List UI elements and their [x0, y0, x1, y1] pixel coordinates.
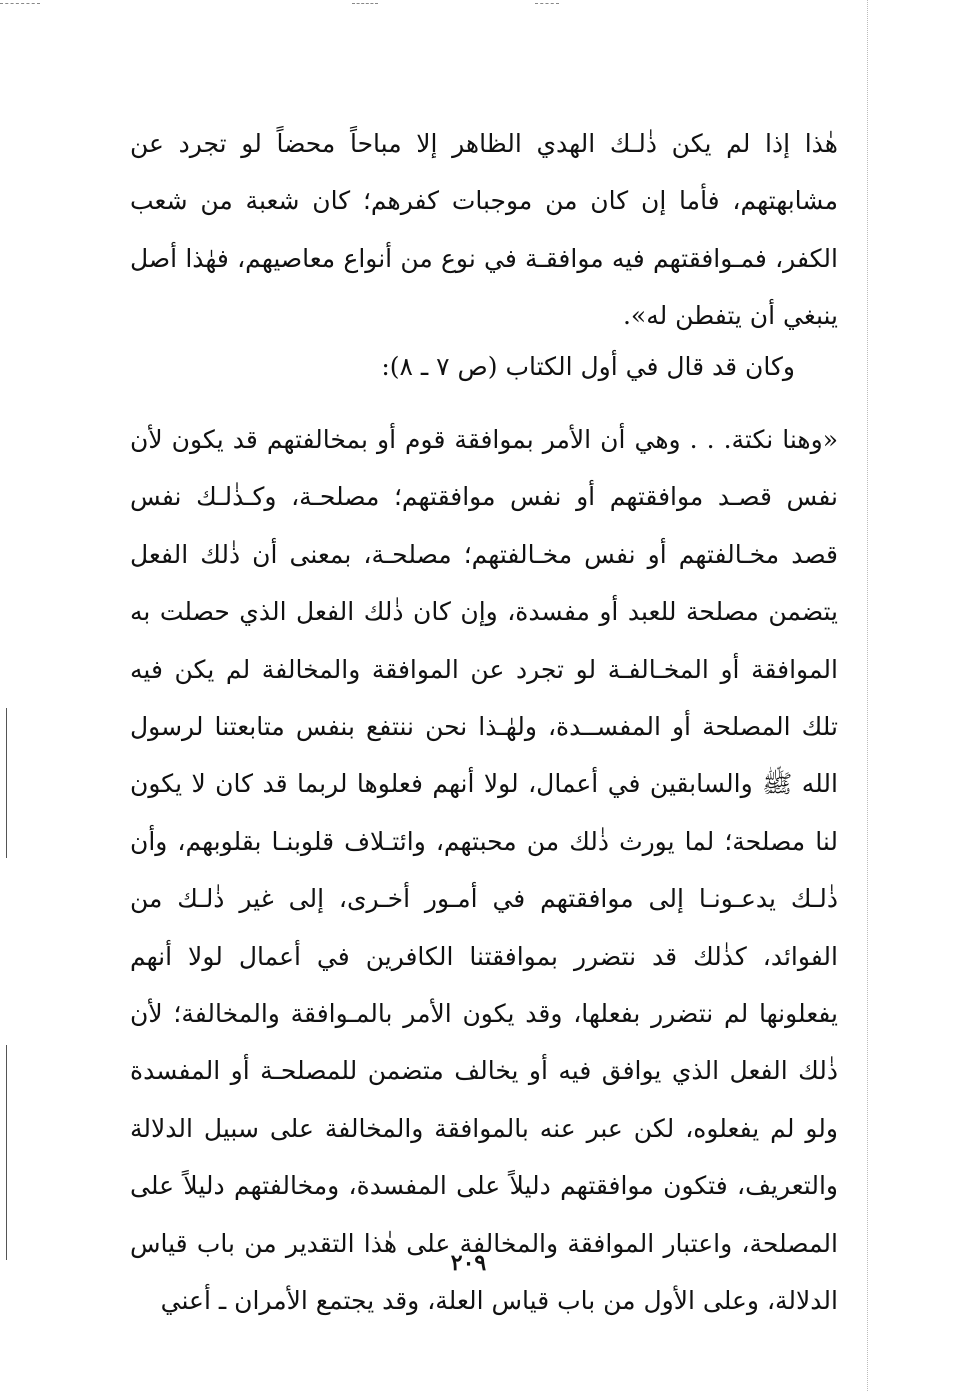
- scan-artifact-bar: [6, 708, 7, 858]
- paragraph-text: هٰذا إذا لم يكن ذٰلـك الهدي الظاهر إلا مباحاً محضاً لو تجرد عن مشابهتهم، فأما إن كان من موجبات كفرهم؛ كان شعبة من شعب الكفر، فمـوافقتهم فيه موافقـة في نوع من أنواع معاصيهم، فهٰذا أصل ينبغي أن يتفطن له».: [130, 129, 838, 331]
- scan-artifact-dash: [352, 3, 378, 4]
- quoted-paragraph-1: [130, 115, 838, 345]
- quoted-paragraph-2: [130, 411, 838, 1330]
- page-number: ٢٠٩: [450, 1250, 487, 1276]
- scan-artifact-dash: [0, 3, 40, 4]
- scan-artifact-dash: [535, 3, 559, 4]
- scan-artifact-edge: [867, 0, 868, 1391]
- intro-line: وكان قد قال في أول الكتاب (ص ٧ ـ ٨):: [381, 352, 795, 381]
- scan-artifact-bar: [6, 1045, 7, 1260]
- paragraph-text: «وهنا نكتة. . . وهي أن الأمر بموافقة قوم أو بمخالفتهم قد يكون لأن نفس قصـد موافقتهم أو نفس موافقتهم؛ مصلحـة، وكـذٰلـك نفس قصد مخـالفتهم أو نفس مخـالفتهم؛ مصلحـة، بمعنى أن ذٰلك الفعل يتضمن مصلحة للعبد أو مفسدة، وإن كان ذٰلك الفعل الذي حصلت به الموافقة أو المخـالفـة لو تجرد عن الموافقة والمخالفة لم يكن فيه تلك المصلحة أو المفســدة، ولهٰـذا نحن ننتفع بنفس متابعتنا لرسول الله ﷺ والسابقين في أعمال، لولا أنهم فعلوها لربما قد كان لا يكون لنا مصلحة؛ لما يورث ذٰلك من محبتهم، وائتـلاف قلوبنـا بقلوبهم، وأن ذٰلـك يدعـونـا إلى موافقتهم في أمـور أخـرى، إلى غير ذٰلـك من الفوائد، كذٰلك قد نتضرر بموافقتنا الكافرين في أعمال لولا أنهم يفعلونها لم نتضرر بفعلها، وقد يكون الأمر بالمـوافقة والمخالفة؛ لأن ذٰلك الفعل الذي يوافق فيه أو يخالف متضمن للمصلحـة أو المفسدة ولو لم يفعلوه، لكن عبر عنه بالموافقة والمخالفة على سبيل الدلالة والتعريف، فتكون موافقتهم دليلاً على المفسدة، ومخالفتهم دليلاً على المصلحة، واعتبار الموافقة والمخالفة على هٰذا التقدير من باب قياس الدلالة، وعلى الأول من باب قياس العلة، وقد يجتمع الأمران ـ أعني: [130, 425, 838, 1316]
